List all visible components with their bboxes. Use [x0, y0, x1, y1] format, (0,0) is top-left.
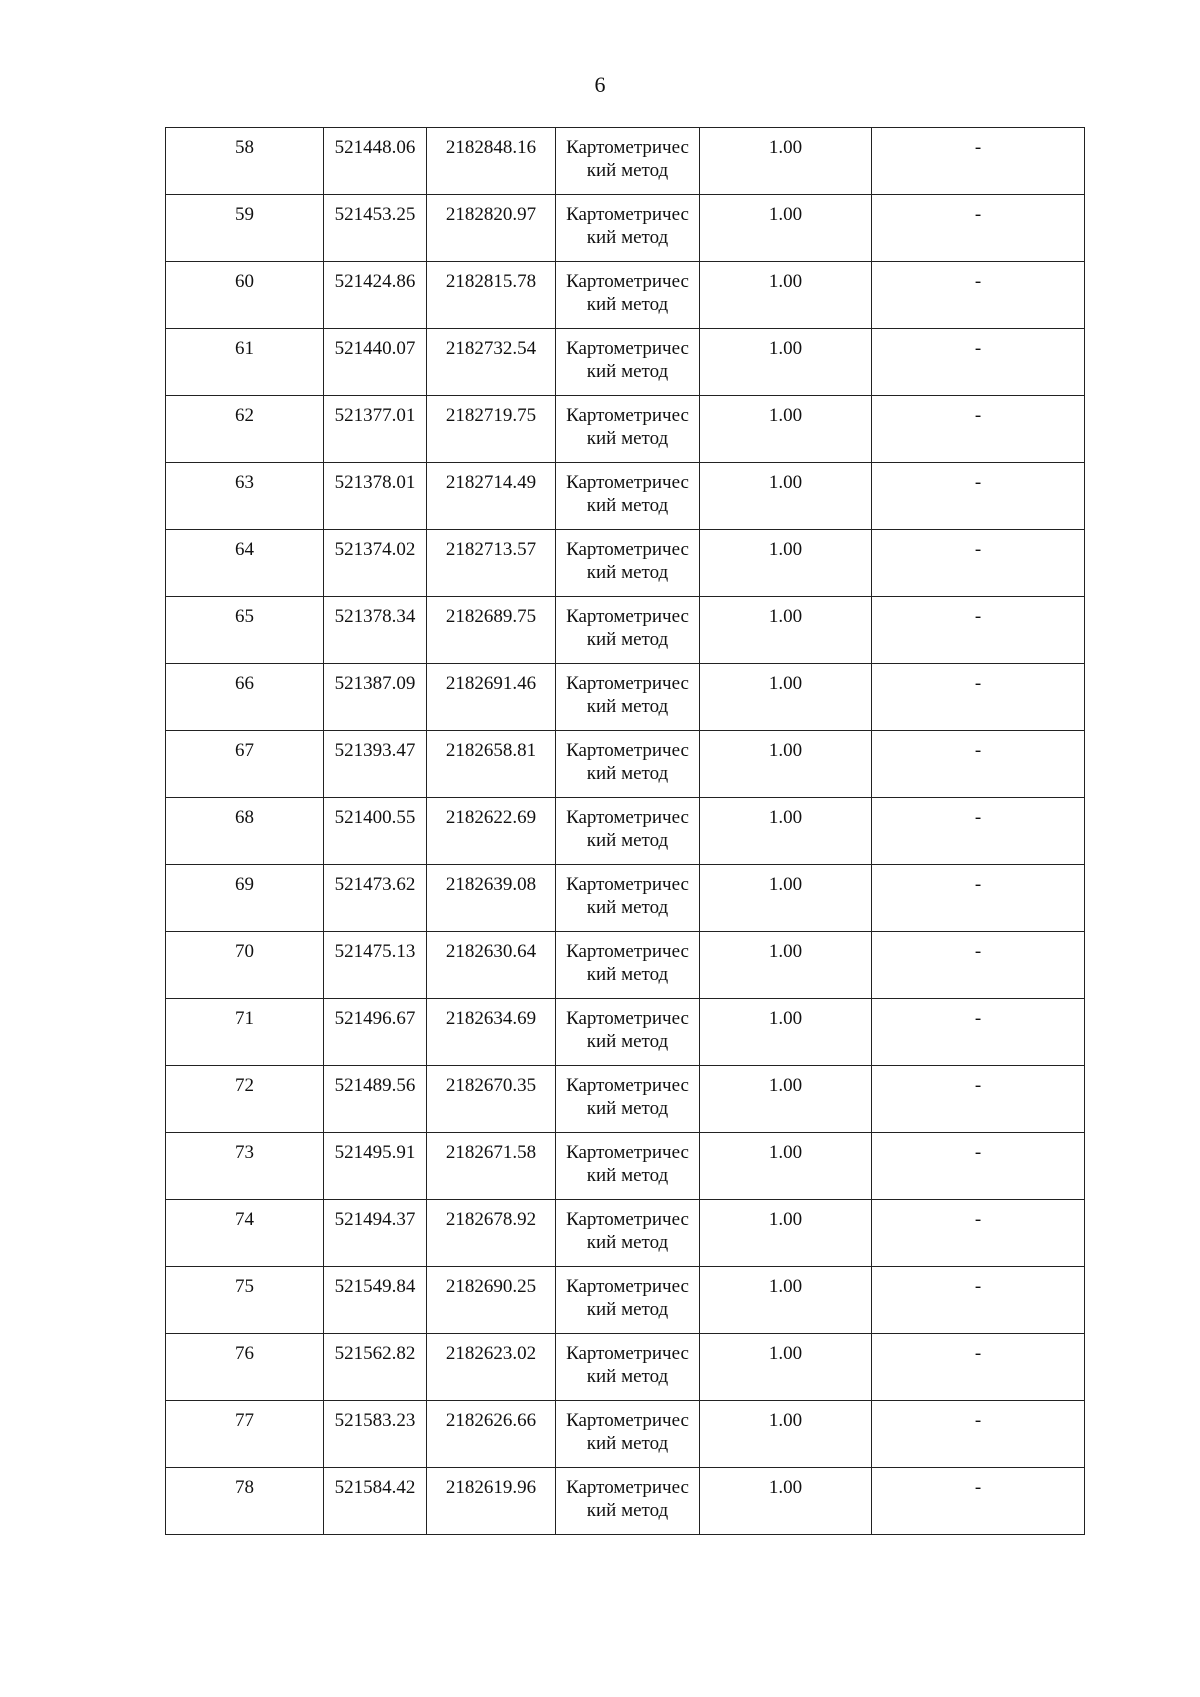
x-coordinate-cell: 521453.25	[324, 195, 427, 262]
coordinates-table	[165, 127, 1085, 1535]
y-coordinate-cell: 2182623.02	[427, 1334, 556, 1401]
method-line-1: Картометричес	[566, 338, 689, 359]
method-line-2: кий метод	[586, 562, 669, 583]
method-line-2: кий метод	[586, 294, 669, 315]
point-number-cell: 77	[166, 1401, 324, 1468]
point-number-cell: 72	[166, 1066, 324, 1133]
table-row	[166, 865, 1085, 932]
method-line-1: Картометричес	[566, 606, 689, 627]
point-number-cell: 67	[166, 731, 324, 798]
note-cell: -	[872, 262, 1085, 329]
x-coordinate-cell: 521378.34	[324, 597, 427, 664]
accuracy-cell: 1.00	[700, 463, 872, 530]
table-body	[166, 128, 1085, 1535]
point-number-cell: 63	[166, 463, 324, 530]
accuracy-cell: 1.00	[700, 396, 872, 463]
x-coordinate-cell: 521496.67	[324, 999, 427, 1066]
note-cell: -	[872, 396, 1085, 463]
method-cell	[556, 1200, 700, 1267]
method-line-2: кий метод	[586, 160, 669, 181]
note-cell: -	[872, 664, 1085, 731]
method-cell	[556, 597, 700, 664]
note-cell: -	[872, 128, 1085, 195]
method-cell	[556, 1468, 700, 1535]
accuracy-cell: 1.00	[700, 798, 872, 865]
method-line-2: кий метод	[586, 1433, 669, 1454]
method-cell	[556, 1401, 700, 1468]
accuracy-cell: 1.00	[700, 999, 872, 1066]
x-coordinate-cell: 521489.56	[324, 1066, 427, 1133]
x-coordinate-cell: 521494.37	[324, 1200, 427, 1267]
y-coordinate-cell: 2182719.75	[427, 396, 556, 463]
y-coordinate-cell: 2182732.54	[427, 329, 556, 396]
note-cell: -	[872, 597, 1085, 664]
y-coordinate-cell: 2182714.49	[427, 463, 556, 530]
method-line-1: Картометричес	[566, 539, 689, 560]
y-coordinate-cell: 2182619.96	[427, 1468, 556, 1535]
x-coordinate-cell: 521377.01	[324, 396, 427, 463]
method-line-2: кий метод	[586, 763, 669, 784]
table-row	[166, 798, 1085, 865]
method-line-1: Картометричес	[566, 1343, 689, 1364]
note-cell: -	[872, 329, 1085, 396]
note-cell: -	[872, 1334, 1085, 1401]
point-number-cell: 60	[166, 262, 324, 329]
method-line-1: Картометричес	[566, 740, 689, 761]
method-line-2: кий метод	[586, 495, 669, 516]
y-coordinate-cell: 2182691.46	[427, 664, 556, 731]
table-row	[166, 664, 1085, 731]
accuracy-cell: 1.00	[700, 1334, 872, 1401]
method-line-1: Картометричес	[566, 137, 689, 158]
method-line-2: кий метод	[586, 1299, 669, 1320]
accuracy-cell: 1.00	[700, 865, 872, 932]
method-cell	[556, 530, 700, 597]
method-line-2: кий метод	[586, 696, 669, 717]
accuracy-cell: 1.00	[700, 932, 872, 999]
point-number-cell: 74	[166, 1200, 324, 1267]
table-row	[166, 1468, 1085, 1535]
table-row	[166, 1401, 1085, 1468]
method-line-1: Картометричес	[566, 472, 689, 493]
y-coordinate-cell: 2182690.25	[427, 1267, 556, 1334]
accuracy-cell: 1.00	[700, 731, 872, 798]
method-line-1: Картометричес	[566, 1410, 689, 1431]
y-coordinate-cell: 2182678.92	[427, 1200, 556, 1267]
method-line-2: кий метод	[586, 629, 669, 650]
note-cell: -	[872, 463, 1085, 530]
table-row	[166, 1066, 1085, 1133]
method-line-1: Картометричес	[566, 1276, 689, 1297]
point-number-cell: 62	[166, 396, 324, 463]
point-number-cell: 73	[166, 1133, 324, 1200]
point-number-cell: 65	[166, 597, 324, 664]
point-number-cell: 61	[166, 329, 324, 396]
note-cell: -	[872, 1267, 1085, 1334]
method-line-1: Картометричес	[566, 941, 689, 962]
point-number-cell: 68	[166, 798, 324, 865]
accuracy-cell: 1.00	[700, 329, 872, 396]
x-coordinate-cell: 521374.02	[324, 530, 427, 597]
x-coordinate-cell: 521378.01	[324, 463, 427, 530]
x-coordinate-cell: 521393.47	[324, 731, 427, 798]
note-cell: -	[872, 1401, 1085, 1468]
method-cell	[556, 1066, 700, 1133]
method-cell	[556, 932, 700, 999]
y-coordinate-cell: 2182630.64	[427, 932, 556, 999]
method-cell	[556, 1334, 700, 1401]
table-row	[166, 1133, 1085, 1200]
accuracy-cell: 1.00	[700, 1200, 872, 1267]
method-line-1: Картометричес	[566, 204, 689, 225]
note-cell: -	[872, 999, 1085, 1066]
y-coordinate-cell: 2182848.16	[427, 128, 556, 195]
x-coordinate-cell: 521400.55	[324, 798, 427, 865]
point-number-cell: 59	[166, 195, 324, 262]
method-line-2: кий метод	[586, 227, 669, 248]
method-line-1: Картометричес	[566, 1209, 689, 1230]
point-number-cell: 78	[166, 1468, 324, 1535]
y-coordinate-cell: 2182634.69	[427, 999, 556, 1066]
y-coordinate-cell: 2182670.35	[427, 1066, 556, 1133]
method-cell	[556, 1267, 700, 1334]
y-coordinate-cell: 2182815.78	[427, 262, 556, 329]
method-line-2: кий метод	[586, 964, 669, 985]
y-coordinate-cell: 2182689.75	[427, 597, 556, 664]
method-line-2: кий метод	[586, 1500, 669, 1521]
note-cell: -	[872, 530, 1085, 597]
x-coordinate-cell: 521473.62	[324, 865, 427, 932]
method-line-2: кий метод	[586, 428, 669, 449]
x-coordinate-cell: 521387.09	[324, 664, 427, 731]
method-line-2: кий метод	[586, 1031, 669, 1052]
note-cell: -	[872, 195, 1085, 262]
table-row	[166, 463, 1085, 530]
method-cell	[556, 664, 700, 731]
accuracy-cell: 1.00	[700, 664, 872, 731]
y-coordinate-cell: 2182626.66	[427, 1401, 556, 1468]
method-line-2: кий метод	[586, 830, 669, 851]
table-row	[166, 1267, 1085, 1334]
method-cell	[556, 798, 700, 865]
table-row	[166, 262, 1085, 329]
x-coordinate-cell: 521549.84	[324, 1267, 427, 1334]
x-coordinate-cell: 521448.06	[324, 128, 427, 195]
table-row	[166, 1200, 1085, 1267]
method-line-1: Картометричес	[566, 405, 689, 426]
page-number: 6	[594, 72, 606, 97]
accuracy-cell: 1.00	[700, 195, 872, 262]
table-row	[166, 396, 1085, 463]
method-line-1: Картометричес	[566, 673, 689, 694]
y-coordinate-cell: 2182713.57	[427, 530, 556, 597]
method-cell	[556, 396, 700, 463]
note-cell: -	[872, 865, 1085, 932]
y-coordinate-cell: 2182671.58	[427, 1133, 556, 1200]
table-row	[166, 195, 1085, 262]
method-line-1: Картометричес	[566, 874, 689, 895]
method-cell	[556, 329, 700, 396]
method-line-1: Картометричес	[566, 1477, 689, 1498]
y-coordinate-cell: 2182622.69	[427, 798, 556, 865]
method-line-2: кий метод	[586, 1366, 669, 1387]
note-cell: -	[872, 1200, 1085, 1267]
accuracy-cell: 1.00	[700, 1066, 872, 1133]
point-number-cell: 76	[166, 1334, 324, 1401]
method-line-1: Картометричес	[566, 1008, 689, 1029]
method-line-1: Картометричес	[566, 1075, 689, 1096]
accuracy-cell: 1.00	[700, 1468, 872, 1535]
note-cell: -	[872, 798, 1085, 865]
method-cell	[556, 262, 700, 329]
point-number-cell: 75	[166, 1267, 324, 1334]
method-cell	[556, 128, 700, 195]
point-number-cell: 69	[166, 865, 324, 932]
x-coordinate-cell: 521475.13	[324, 932, 427, 999]
note-cell: -	[872, 932, 1085, 999]
point-number-cell: 64	[166, 530, 324, 597]
point-number-cell: 70	[166, 932, 324, 999]
accuracy-cell: 1.00	[700, 128, 872, 195]
table-row	[166, 128, 1085, 195]
method-line-1: Картометричес	[566, 271, 689, 292]
accuracy-cell: 1.00	[700, 1401, 872, 1468]
table-row	[166, 731, 1085, 798]
method-line-1: Картометричес	[566, 807, 689, 828]
note-cell: -	[872, 1468, 1085, 1535]
point-number-cell: 71	[166, 999, 324, 1066]
method-cell	[556, 865, 700, 932]
x-coordinate-cell: 521583.23	[324, 1401, 427, 1468]
y-coordinate-cell: 2182820.97	[427, 195, 556, 262]
method-line-2: кий метод	[586, 897, 669, 918]
method-cell	[556, 999, 700, 1066]
x-coordinate-cell: 521424.86	[324, 262, 427, 329]
table-row	[166, 1334, 1085, 1401]
accuracy-cell: 1.00	[700, 1133, 872, 1200]
y-coordinate-cell: 2182639.08	[427, 865, 556, 932]
point-number-cell: 58	[166, 128, 324, 195]
method-line-1: Картометричес	[566, 1142, 689, 1163]
table-row	[166, 329, 1085, 396]
table-row	[166, 597, 1085, 664]
accuracy-cell: 1.00	[700, 262, 872, 329]
accuracy-cell: 1.00	[700, 597, 872, 664]
note-cell: -	[872, 1066, 1085, 1133]
method-line-2: кий метод	[586, 361, 669, 382]
method-line-2: кий метод	[586, 1165, 669, 1186]
x-coordinate-cell: 521584.42	[324, 1468, 427, 1535]
note-cell: -	[872, 731, 1085, 798]
table-row	[166, 530, 1085, 597]
point-number-cell: 66	[166, 664, 324, 731]
y-coordinate-cell: 2182658.81	[427, 731, 556, 798]
accuracy-cell: 1.00	[700, 530, 872, 597]
method-line-2: кий метод	[586, 1232, 669, 1253]
method-cell	[556, 1133, 700, 1200]
x-coordinate-cell: 521440.07	[324, 329, 427, 396]
accuracy-cell: 1.00	[700, 1267, 872, 1334]
note-cell: -	[872, 1133, 1085, 1200]
method-cell	[556, 195, 700, 262]
table-row	[166, 932, 1085, 999]
table-row	[166, 999, 1085, 1066]
method-cell	[556, 463, 700, 530]
x-coordinate-cell: 521562.82	[324, 1334, 427, 1401]
x-coordinate-cell: 521495.91	[324, 1133, 427, 1200]
method-line-2: кий метод	[586, 1098, 669, 1119]
method-cell	[556, 731, 700, 798]
